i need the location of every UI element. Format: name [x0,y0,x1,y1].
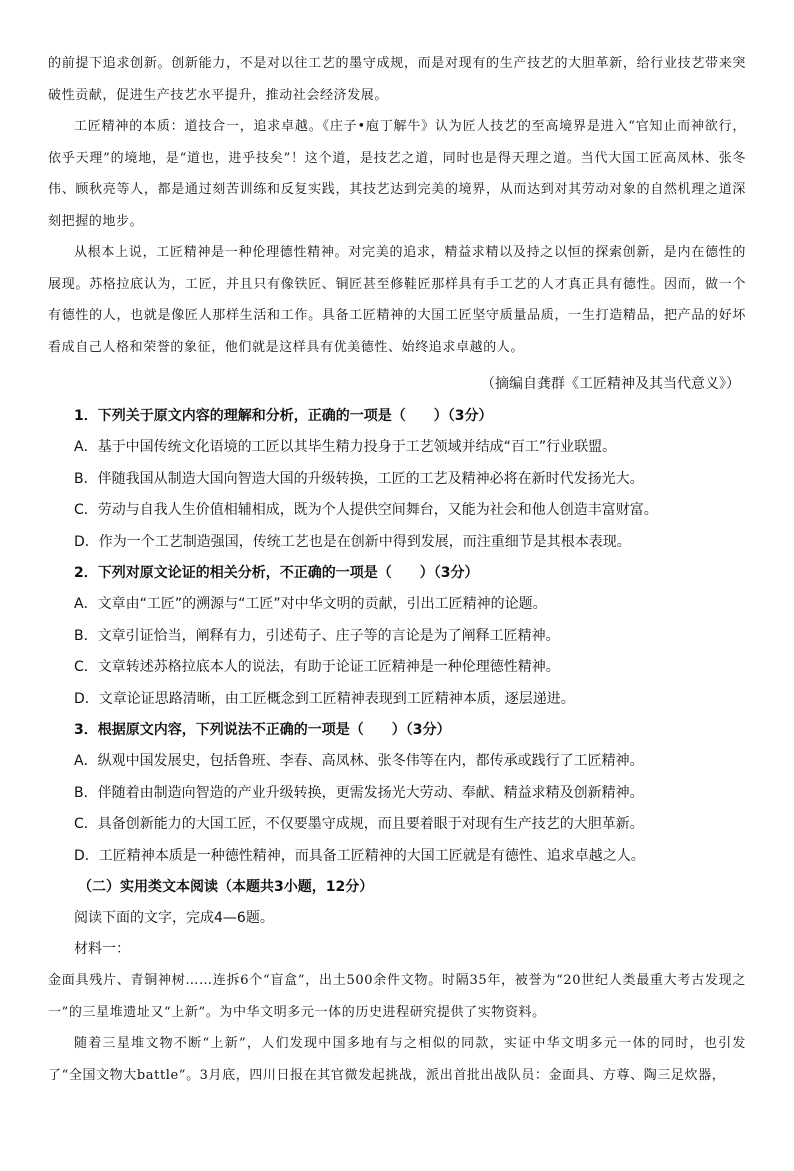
reading-instruction: 阅读下面的文字，完成4—6题。 [74,910,274,926]
option-a: A．基于中国传统文化语境的工匠以其毕生精力投身于工艺领域并结成“百工”行业联盟。 [74,439,617,455]
passage-paragraph-3: 从根本上说，工匠精神是一种伦理德性精神。对完美的追求，精益求精以及持之以恒的探索创新，是内在德性的展现。苏格拉底认为，工匠，并且只有像铁匠、铜匠甚至修鞋匠那样具有手工艺的人才真正具有德性。因而，做一个有德性的人，也就是像匠人那样生活和工作。具备工匠精神的大国工匠坚守质量品质，一生打造精品，把产品的好坏看成自己人格和荣誉的象征，他们就是这样具有优美德性、始终追求卓越的人。 [48,245,746,355]
material-paragraph-1: 金面具残片、青铜神树……连拆6个“盲盒”，出土500余件文物。时隔35年，被誉为“20世纪人类最重大考古发现之一”的三星堆遗址又“上新”。为中华文明多元一体的历史进程研究提供了实物资料。 [48,973,746,1020]
option-d: D．文章论证思路清晰，由工匠概念到工匠精神表现到工匠精神本质，逐层递进。 [74,690,575,707]
option-b: B．伴随着由制造向智造的产业升级转换，更需发扬光大劳动、奉献、精益求精及创新精神。 [74,784,644,801]
material-label: 材料一： [74,941,130,957]
option-b: B．文章引证恰当，阐释有力，引述荀子、庄子等的言论是为了阐释工匠精神。 [74,627,560,644]
option-a: A．纵观中国发展史，包括鲁班、李春、高凤林、张冬伟等在内，都传承或践行了工匠精神。 [74,753,644,769]
option-c: C．具备创新能力的大国工匠，不仅要墨守成规，而且要着眼于对现有生产技艺的大胆革新。 [74,816,644,832]
document-page [0,48,794,1171]
option-b: B．伴随我国从制造大国向智造大国的升级转换，工匠的工艺及精神必将在新时代发扬光大。 [74,470,644,487]
option-a: A．文章由“工匠”的溯源与“工匠”对中华文明的贡献，引出工匠精神的论题。 [74,596,547,612]
question-1 [48,401,746,558]
passage-source: （摘编自龚群《工匠精神及其当代意义》） [481,376,740,392]
option-c: C．文章转述苏格拉底本人的说法，有助于论证工匠精神是一种伦理德性精神。 [74,659,560,675]
passage-paragraph-1: 的前提下追求创新。创新能力，不是对以往工艺的墨守成规，而是对现有的生产技艺的大胆革新，给行业技艺带来突破性贡献，促进生产技艺水平提升，推动社会经济发展。 [48,56,746,103]
question-stem: 3．根据原文内容，下列说法不正确的一项是（ ）（3分） [74,722,451,738]
option-c: C．劳动与自我人生价值相辅相成，既为个人提供空间舞台，又能为社会和他人创造丰富财富。 [74,502,658,518]
question-3 [48,715,746,872]
option-d: D．作为一个工艺制造强国，传统工艺也是在创新中得到发展，而注重细节是其根本表现。 [74,533,631,550]
question-stem: 1．下列关于原文内容的理解和分析，正确的一项是（ ）（3分） [74,408,493,424]
question-2 [48,558,746,715]
question-stem: 2．下列对原文论证的相关分析，不正确的一项是（ ）（3分） [74,565,479,581]
material-paragraph-2: 随着三星堆文物不断“上新”，人们发现中国多地有与之相似的同款，实证中华文明多元一体的同时，也引发了“全国文物大battle”。3月底，四川日报在其官微发起挑战，派出首批出战队员：金面具、方尊、陶三足炊器， [48,1036,746,1083]
passage-paragraph-2: 工匠精神的本质：道技合一，追求卓越。《庄子•庖丁解牛》认为匠人技艺的至高境界是进入“官知止而神欲行，依乎天理”的境地，是“道也，进乎技矣”！这个道，是技艺之道，同时也是得天理之道。当代大国工匠高凤林、张冬伟、顾秋亮等人，都是通过刻苦训练和反复实践，其技艺达到完美的境界，从而达到对其劳动对象的自然机理之道深刻把握的地步。 [48,119,746,229]
section-heading: （二）实用类文本阅读（本题共3小题，12分） [78,879,374,895]
option-d: D．工匠精神本质是一种德性精神，而具备工匠精神的大国工匠就是有德性、追求卓越之人。 [74,847,645,864]
